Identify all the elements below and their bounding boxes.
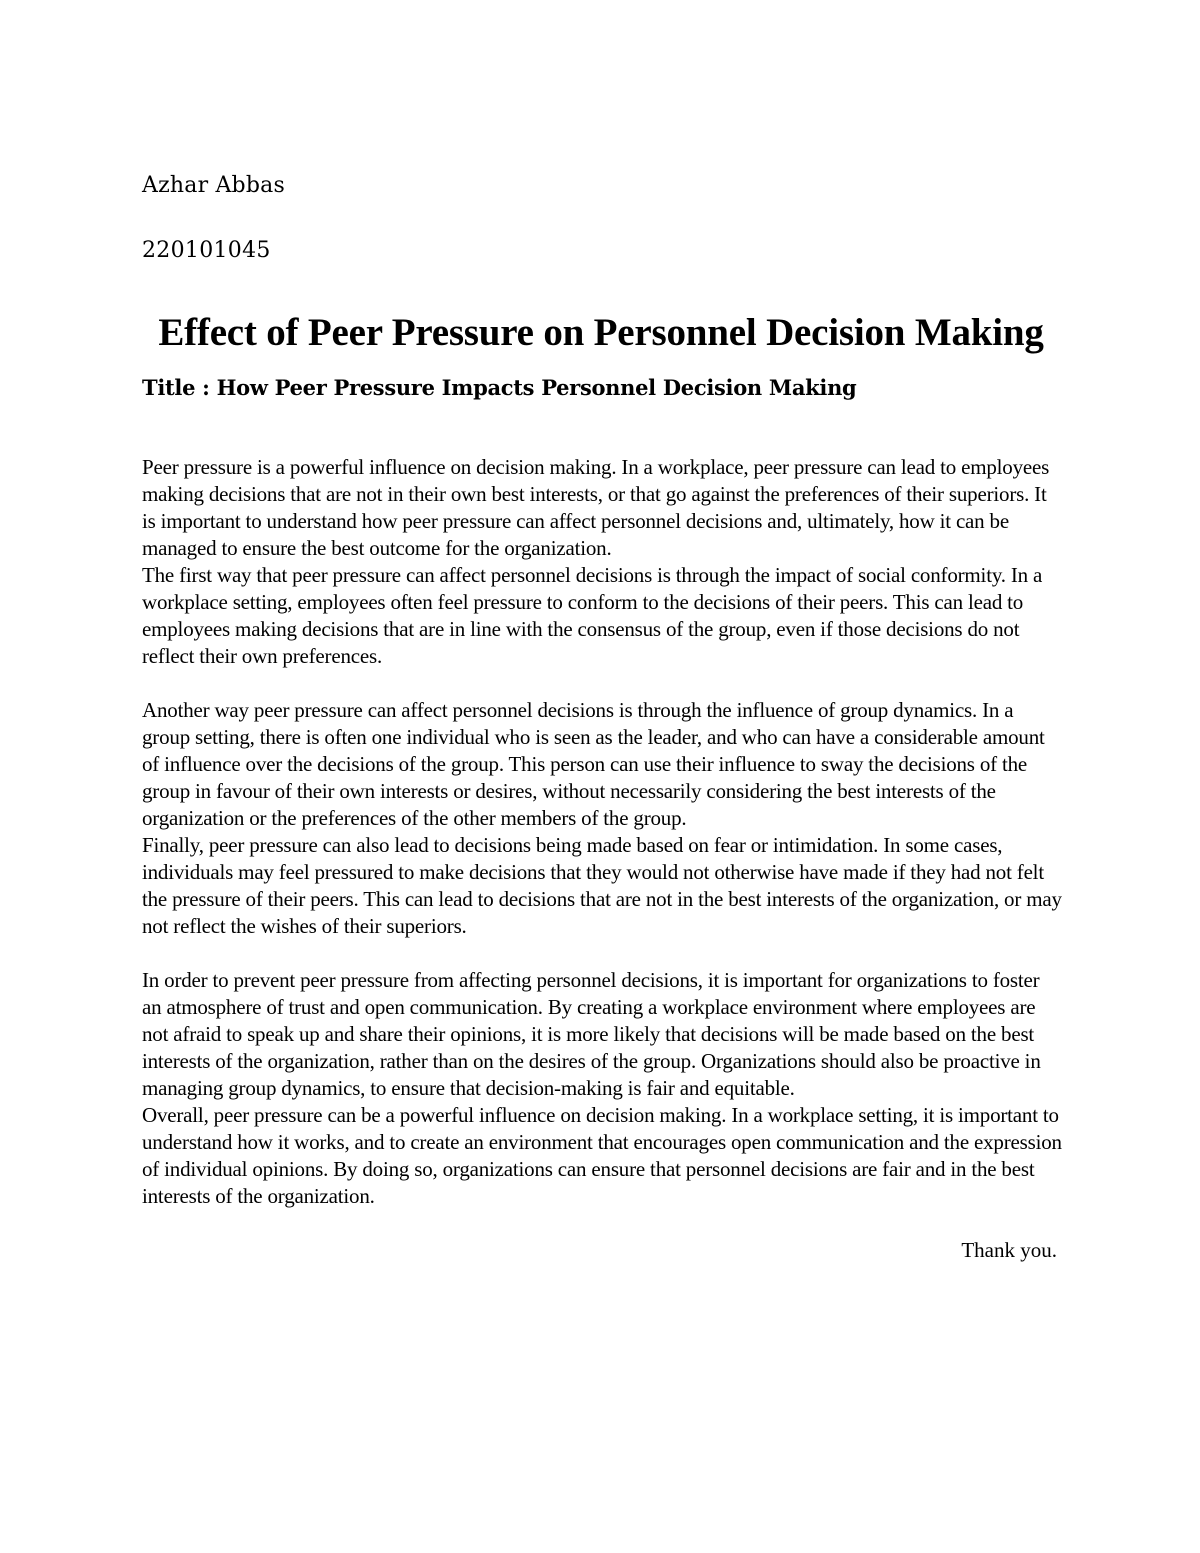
- paragraph-conclusion: Overall, peer pressure can be a powerful influence on decision making. In a workplace setting, it is important to understand how it works, and to create an environment that encourages open communication and the expression of individual opinions. By doing so, organizations can ensure that personnel decisions are fair and in the best interests of the organization.: [142, 1103, 1062, 1208]
- student-id: 220101045: [142, 238, 271, 263]
- sub-title: Title : How Peer Pressure Impacts Personnel Decision Making: [142, 375, 857, 400]
- paragraph-fear-intimidation: Finally, peer pressure can also lead to decisions being made based on fear or intimidation. In some cases, individuals may feel pressured to make decisions that they would not otherwise have made if they had not felt the pressure of their peers. This can lead to decisions that are not in the best interests of the organization, or may not reflect the wishes of their superiors.: [142, 833, 1062, 938]
- closing-thanks: Thank you.: [961, 1238, 1057, 1262]
- body-text: [142, 454, 1062, 1210]
- main-title: Effect of Peer Pressure on Personnel Decision Making: [158, 311, 1044, 354]
- paragraph-social-conformity: The first way that peer pressure can affect personnel decisions is through the impact of social conformity. In a workplace setting, employees often feel pressure to conform to the decisions of their peers. This can lead to employees making decisions that are in line with the consensus of the group, even if those decisions do not reflect their own preferences.: [142, 563, 1043, 668]
- paragraph-group-dynamics: Another way peer pressure can affect personnel decisions is through the influence of group dynamics. In a group setting, there is often one individual who is seen as the leader, and who can have a considerable amount of influence over the decisions of the group. This person can use their influence to sway the decisions of the group in favour of their own interests or desires, without necessarily considering the best interests of the organization or the preferences of the other members of the group.: [142, 698, 1045, 830]
- paragraph-intro: Peer pressure is a powerful influence on decision making. In a workplace, peer pressure can lead to employees making decisions that are not in their own best interests, or that go against the preferences of their superiors. It is important to understand how peer pressure can affect personnel decisions and, ultimately, how it can be managed to ensure the best outcome for the organization.: [142, 455, 1050, 560]
- author-name: Azhar Abbas: [142, 173, 285, 198]
- document-content: [142, 172, 1062, 1264]
- paragraph-prevention: In order to prevent peer pressure from affecting personnel decisions, it is important for organizations to foster an atmosphere of trust and open communication. By creating a workplace environment where employees are not afraid to speak up and share their opinions, it is more likely that decisions will be made based on the best interests of the organization, rather than on the desires of the group. Organizations should also be proactive in managing group dynamics, to ensure that decision-making is fair and equitable.: [142, 968, 1041, 1100]
